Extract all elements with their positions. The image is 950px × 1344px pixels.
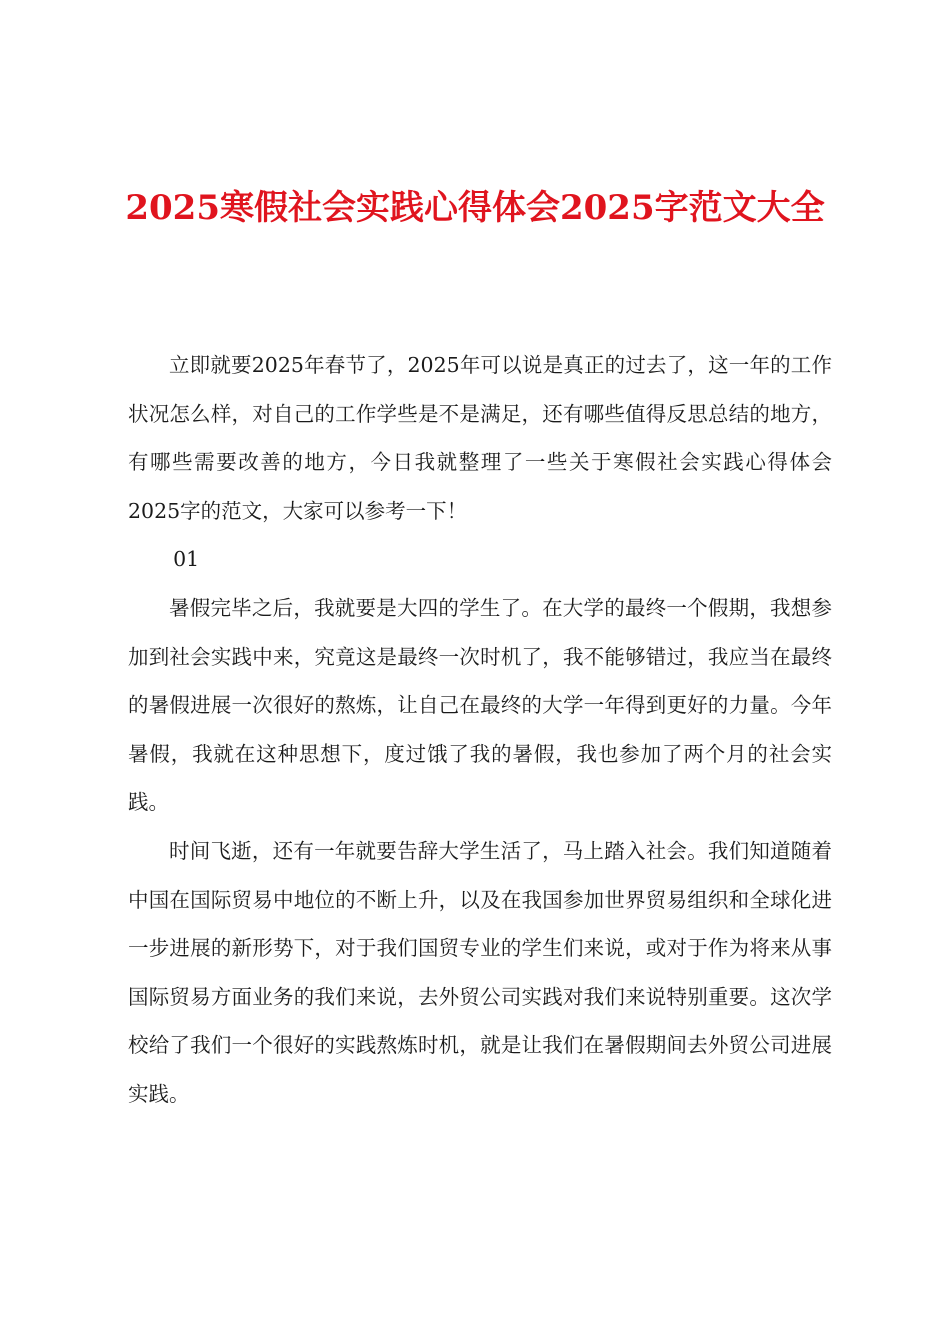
section-number: 01 bbox=[173, 547, 200, 572]
document-body bbox=[128, 341, 832, 1119]
document-title: 2025寒假社会实践心得体会2025字范文大全 bbox=[125, 188, 825, 228]
body-paragraph-2: 时间飞逝，还有一年就要告辞大学生活了，马上踏入社会。我们知道随着中国在国际贸易中地位的不断上升，以及在我国参加世界贸易组织和全球化进一步进展的新形势下，对于我们国贸专业的学生们来说，或对于作为将来从事国际贸易方面业务的我们来说，去外贸公司实践对我们来说特别重要。这次学校给了我们一个很好的实践熬炼时机，就是让我们在暑假期间去外贸公司进展实践。 bbox=[128, 838, 832, 1106]
intro-paragraph: 立即就要2025年春节了，2025年可以说是真正的过去了，这一年的工作状况怎么样，对自己的工作学些是不是满足，还有哪些值得反思总结的地方，有哪些需要改善的地方，今日我就整理了一些关于寒假社会实践心得体会2025字的范文，大家可以参考一下！ bbox=[128, 353, 832, 523]
body-paragraph-1: 暑假完毕之后，我就要是大四的学生了。在大学的最终一个假期，我想参加到社会实践中来，究竟这是最终一次时机了，我不能够错过，我应当在最终的暑假进展一次很好的熬炼，让自己在最终的大学一年得到更好的力量。今年暑假，我就在这种思想下，度过饿了我的暑假，我也参加了两个月的社会实践。 bbox=[128, 595, 832, 815]
